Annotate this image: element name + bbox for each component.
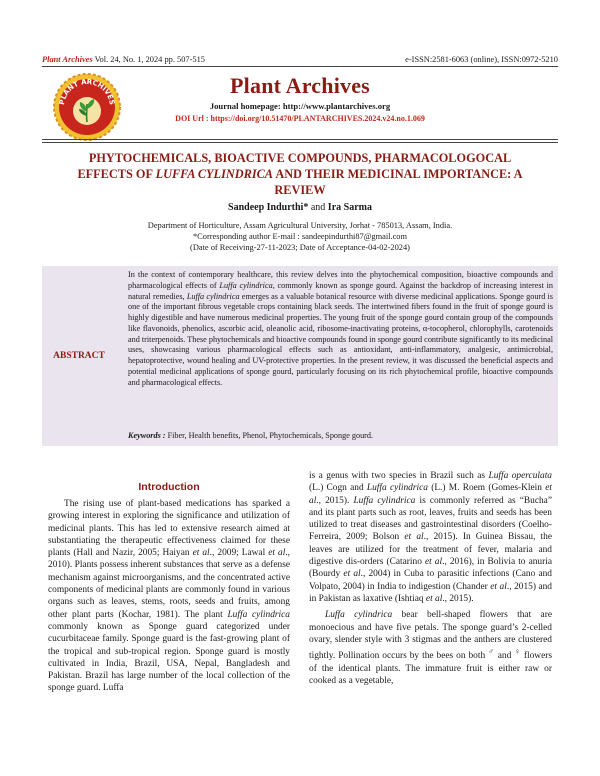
male-symbol-icon: ♂ — [488, 647, 495, 657]
body-column-left — [48, 498, 290, 695]
section-heading-introduction: Introduction — [138, 481, 200, 493]
journal-short-name: Plant Archives — [42, 55, 93, 64]
paragraph: is a genus with two species in Brazil such as Luffa operculata (L.) Cogn and Luffa cylindrica (L.) M. Roem (Gomes-Klein et al., 2015). Luffa cylindrica is commonly referred as “Bucha” and its plant parts such as root, leaves, fruits and seeds has been utilized to treat diseases and gastrointestinal disorders (Coelho-Ferreira, 2009; Bolson et al., 2015). In Guinea Bissau, the leaves are utilized for the treatment of fever, malaria and digestive dis-orders (Catarino et al., 2016), in Bolivia to anuria (Bourdy et al., 2004) in Cuba to parasitic infections (Cano and Volpato, 2004) in India to indigestion (Chander et al., 2015) and in Pakistan as laxative (Ishtiaq et al., 2015). — [309, 471, 553, 604]
author-2: Ira Sarma — [327, 202, 372, 213]
abstract-label: ABSTRACT — [53, 351, 105, 361]
paragraph: Luffa cylindrica bear bell-shaped flowers that are monoecious and have five petals. The sponge guard’s 2-celled ovary, slender style with 3 stigmas and the anthers are clustered tightly. Pollination occurs by the bees on both ♂ and ♀ flowers of the identical plants. The immature fruit is either raw or cooked as a vegetable, — [309, 610, 552, 686]
logo-text: PLANT ARCHIVES — [58, 77, 116, 106]
article-title: PHYTOCHEMICALS, BIOACTIVE COMPOUNDS, PHARMACOLOGOCAL EFFECTS OF LUFFA CYLINDRICA AND THEIR MEDICINAL IMPORTANCE: A REVIEW — [77, 151, 523, 197]
header-double-rule-thin — [42, 142, 558, 143]
paragraph: The rising use of plant-based medications has sparked a growing interest in exploring the significance and utilization of medicinal plants. This has led to extensive research aimed at substantiating the therapeutic effectiveness claimed for these plants (Hall and Nazir, 2005; Haiyan et al., 2009; Lawal et al., 2010). Plants possess inherent substances that serve as a defense mechanism against microorganisms, and the concentrated active components of medicinal plants are commonly found in various organs such as leaves, stems, roots, seeds and fruits, among other plant parts (Kochar, 1981). The plant Luffa cylindrica commonly known as Sponge guard categorized under cucurbitaceae family. Sponge guard is the fast-growing plant of the tropical and sub-tropical region. Sponge guard is mostly cultivated in India, Brazil, USA, Nepal, Bangladesh and Pakistan. Brazil has large number of the local collection of the sponge guard. Luffa — [48, 499, 290, 694]
affiliation: Department of Horticulture, Assam Agricultural University, Jorhat - 785013, Assam, India. — [147, 221, 453, 230]
issn: e-ISSN:2581-6063 (online), ISSN:0972-5210 — [405, 55, 558, 64]
header-rule — [42, 66, 558, 67]
authors: Sandeep Indurthi* and Ira Sarma — [228, 202, 372, 213]
female-symbol-icon: ♀ — [514, 647, 521, 657]
title-species: LUFFA CYLINDRICA — [155, 167, 274, 181]
keywords — [128, 431, 553, 440]
corresponding-author: *Corresponding author E-mail : sandeepindurthi87@gmail.com — [192, 232, 408, 241]
affiliation-block — [0, 220, 600, 253]
doi-link[interactable]: DOI Url : https://doi.org/10.51470/PLANTARCHIVES.2024.v24.no.1.069 — [175, 114, 425, 123]
journal-homepage[interactable]: Journal homepage: http://www.plantarchives.org — [209, 101, 391, 111]
author-1: Sandeep Indurthi* — [228, 202, 309, 213]
citation-line — [42, 55, 205, 64]
keywords-list: Fiber, Health benefits, Phenol, Phytochemicals, Sponge gourd. — [165, 431, 374, 440]
journal-title: Plant Archives — [230, 73, 370, 98]
body-column-right — [309, 470, 552, 687]
abstract-text: In the context of contemporary healthcare, this review delves into the phytochemical composition, bioactive compounds and pharmacological effects of Luffa cylindrica, commonly known as sponge gourd. Against the backdrop of increasing interest in natural remedies, Luffa cylindrica emerges as a valuable botanical resource with diverse medicinal applications. Sponge gourd is one of the important fibrous vegetable crops containing black seeds. The intertwined fibers found in the fruit of sponge gourd is highly digestible and have numerous medicinal properties. The young fruit of the sponge gourd contain group of the compounds like flavonoids, phenolics, ascorbic acid, oleanolic acid, ribosome-inactivating proteins, α-tocopherol, chlorophylls, carotenoids and triterpenoids. These phytochemicals and bioactive compounds found in sponge gourd contribute significantly to its medicinal uses, showcasing various pharmacological effects such as antioxidant, anti-inflammatory, analgesic, antimicrobial, hepatoprotective, wound healing and UV-protective properties. In the present review, it was discussed the beneficial aspects and potential medicinal applications of sponge gourd, particularly focusing on its rich phytochemical profile, bioactive compounds and pharmacological effects. — [128, 270, 554, 387]
citation: Vol. 24, No. 1, 2024 pp. 507-515 — [94, 55, 205, 64]
header-double-rule — [42, 139, 558, 140]
receiving-dates: (Date of Receiving-27-11-2023; Date of Acceptance-04-02-2024) — [190, 243, 410, 252]
keywords-label: Keywords : — [128, 431, 166, 440]
